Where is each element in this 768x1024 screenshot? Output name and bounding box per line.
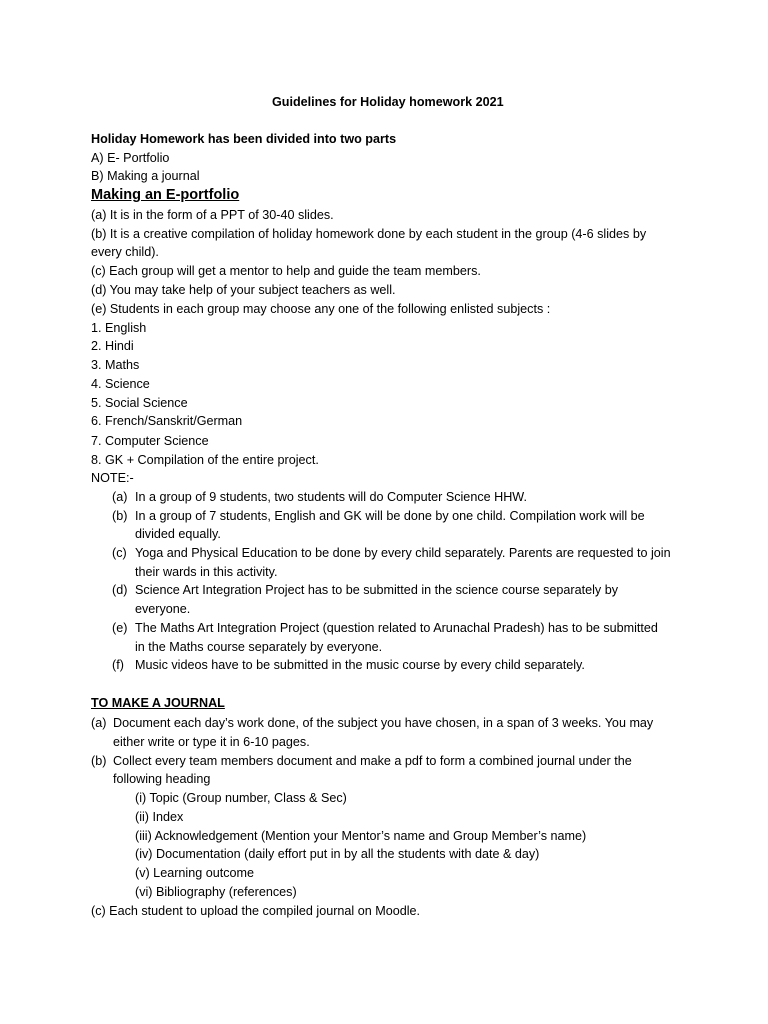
note-line: their wards in this activity. — [135, 565, 278, 579]
note-line: in the Maths course separately by everyone. — [135, 640, 383, 654]
journal-final: (c) Each student to upload the compiled journal on Moodle. — [91, 904, 421, 918]
eportfolio-point: (e) Students in each group may choose any one of the following enlisted subjects : — [91, 302, 551, 316]
journal-marker: (b) — [91, 754, 107, 768]
document-title: Guidelines for Holiday homework 2021 — [272, 95, 504, 109]
eportfolio-point: (d) You may take help of your subject teachers as well. — [91, 283, 396, 297]
eportfolio-point: (a) It is in the form of a PPT of 30-40 slides. — [91, 208, 334, 222]
note-line: The Maths Art Integration Project (question related to Arunachal Pradesh) has to be submitted — [135, 621, 658, 635]
subject-item: 5. Social Science — [91, 396, 188, 410]
journal-heading-item: (v) Learning outcome — [135, 866, 255, 880]
note-line: divided equally. — [135, 527, 221, 541]
note-line: everyone. — [135, 602, 191, 616]
eportfolio-point: every child). — [91, 245, 159, 259]
subject-item: 7. Computer Science — [91, 434, 209, 448]
note-marker: (c) — [112, 546, 127, 560]
note-marker: (a) — [112, 490, 128, 504]
journal-heading-item: (vi) Bibliography (references) — [135, 885, 297, 899]
note-marker: (d) — [112, 583, 128, 597]
journal-heading-item: (iv) Documentation (daily effort put in by all the students with date & day) — [135, 847, 540, 861]
note-marker: (f) — [112, 658, 124, 672]
journal-line: Collect every team members document and make a pdf to form a combined journal under the — [113, 754, 632, 768]
subject-item: 3. Maths — [91, 358, 140, 372]
journal-line: following heading — [113, 772, 211, 786]
part-a: A) E- Portfolio — [91, 151, 170, 165]
note-marker: (b) — [112, 509, 128, 523]
journal-line: either write or type it in 6-10 pages. — [113, 735, 310, 749]
subject-item: 4. Science — [91, 377, 150, 391]
subject-item: 1. English — [91, 321, 147, 335]
eportfolio-point: (b) It is a creative compilation of holiday homework done by each student in the group (4-6 slides by — [91, 227, 647, 241]
journal-heading: TO MAKE A JOURNAL — [91, 696, 225, 710]
journal-marker: (a) — [91, 716, 107, 730]
note-label: NOTE:- — [91, 471, 134, 485]
note-line: In a group of 7 students, English and GK will be done by one child. Compilation work will be — [135, 509, 645, 523]
note-line: Music videos have to be submitted in the music course by every child separately. — [135, 658, 585, 672]
part-b: B) Making a journal — [91, 169, 200, 183]
journal-line: Document each day’s work done, of the subject you have chosen, in a span of 3 weeks. You may — [113, 716, 654, 730]
note-line: In a group of 9 students, two students will do Computer Science HHW. — [135, 490, 527, 504]
journal-heading-item: (ii) Index — [135, 810, 184, 824]
eportfolio-heading: Making an E-portfolio — [91, 187, 240, 203]
subject-item: 6. French/Sanskrit/German — [91, 414, 243, 428]
subject-item: 2. Hindi — [91, 339, 134, 353]
note-line: Science Art Integration Project has to be submitted in the science course separately by — [135, 583, 619, 597]
intro-heading: Holiday Homework has been divided into two parts — [91, 132, 397, 146]
note-line: Yoga and Physical Education to be done by every child separately. Parents are requested to join — [135, 546, 671, 560]
note-marker: (e) — [112, 621, 128, 635]
journal-heading-item: (i) Topic (Group number, Class & Sec) — [135, 791, 347, 805]
journal-heading-item: (iii) Acknowledgement (Mention your Mentor’s name and Group Member’s name) — [135, 829, 587, 843]
eportfolio-point: (c) Each group will get a mentor to help and guide the team members. — [91, 264, 481, 278]
subject-item: 8. GK + Compilation of the entire project. — [91, 453, 319, 467]
